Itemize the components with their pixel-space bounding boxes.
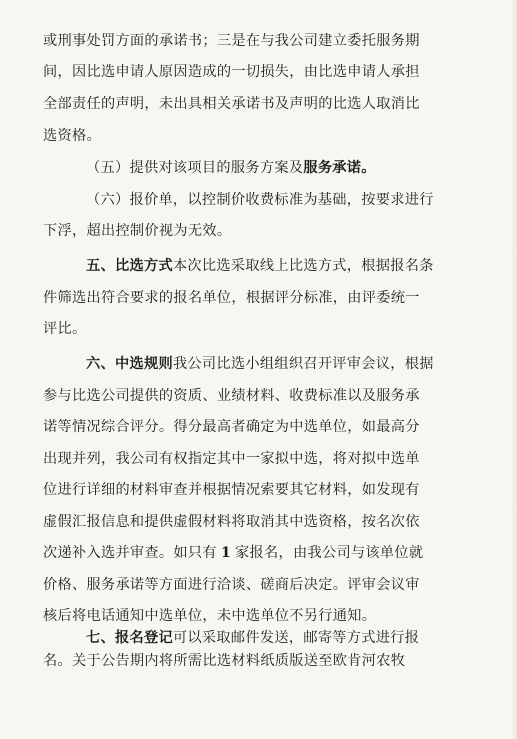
text-line: 选资格。 <box>43 128 101 144</box>
text-line: 下浮，超出控制价视为无效。 <box>43 223 232 239</box>
item-five-bold: 服务承诺。 <box>303 160 376 176</box>
text-line: 诺等情况综合评分。得分最高者确定为中选单位，如最高分 <box>43 419 420 435</box>
section-five-heading: 五、比选方式 <box>86 258 173 274</box>
section-six-text: 我公司比选小组组织召开评审会议，根据 <box>172 356 434 372</box>
text-line: 价格、服务承诺等方面进行洽谈、磋商后决定。评审会议审 <box>43 577 420 593</box>
section-five-text: 本次比选采取线上比选方式，根据报名条 <box>172 258 434 274</box>
text-line: 名。关于公告期内将所需比选材料纸质版送至欧肯河农牧 <box>43 653 406 669</box>
text-line: （六）报价单，以控制价收费标准为基础，按要求进行 <box>86 192 434 208</box>
text-line: 间，因比选申请人原因造成的一切损失，由比选申请人承担 <box>43 64 420 80</box>
page-edge-shadow <box>511 0 517 739</box>
count-number: 1 <box>220 545 232 561</box>
text-line: 评比。 <box>43 321 87 337</box>
text-segment: 次递补入选并审查。如只有 <box>43 545 217 561</box>
text-line <box>86 158 376 178</box>
text-line <box>86 628 419 648</box>
text-line <box>86 256 434 276</box>
text-line: 参与比选公司提供的资质、业绩材料、收费标准以及服务承 <box>43 388 420 404</box>
text-line: 或刑事处罚方面的承诺书；三是在与我公司建立委托服务期 <box>43 33 420 49</box>
text-line: 件筛选出符合要求的报名单位，根据评分标准，由评委统一 <box>43 290 420 306</box>
section-seven-text: 可以采取邮件发送，邮寄等方式进行报 <box>172 630 420 646</box>
text-line: 位进行详细的材料审查并根据情况索要其它材料，如发现有 <box>43 482 420 498</box>
text-line <box>86 354 434 374</box>
item-five-text: （五）提供对该项目的服务方案及 <box>86 160 304 176</box>
text-line: 出现并列，我公司有权指定其中一家拟中选，将对拟中选单 <box>43 451 420 467</box>
section-seven-heading: 七、报名登记 <box>86 630 173 646</box>
text-line <box>43 543 423 563</box>
text-segment: 家报名，由我公司与该单位就 <box>235 545 424 561</box>
section-six-heading: 六、中选规则 <box>86 356 173 372</box>
text-line: 全部责任的声明，未出具相关承诺书及声明的比选人取消比 <box>43 96 420 112</box>
text-line: 核后将电话通知中选单位，未中选单位不另行通知。 <box>43 608 377 624</box>
text-line: 虚假汇报信息和提供虚假材料将取消其中选资格，按名次依 <box>43 514 420 530</box>
